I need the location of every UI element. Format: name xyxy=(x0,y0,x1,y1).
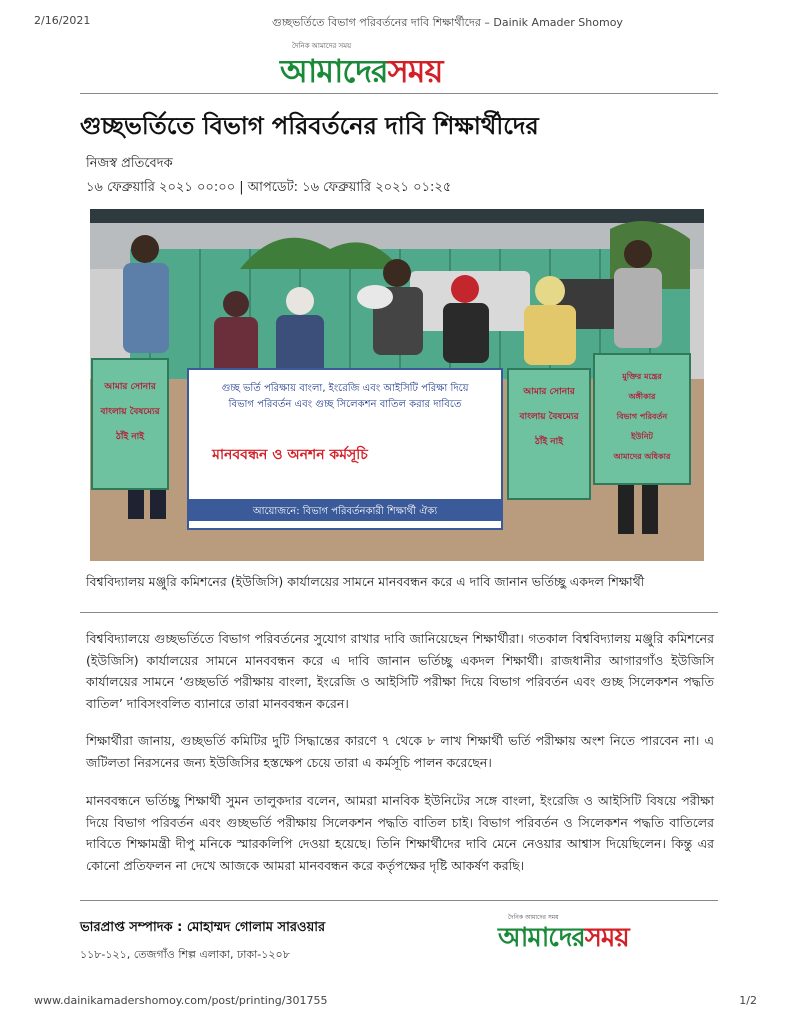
svg-text:ইউনিট: ইউনিট xyxy=(631,432,653,441)
print-footer-url[interactable]: www.dainikamadershomoy.com/post/printing/301755 xyxy=(34,994,328,1007)
footer-logo-tagline: দৈনিক আমাদের সময় xyxy=(508,914,559,921)
header-divider xyxy=(80,93,718,94)
svg-text:বিভাগ পরিবর্তন: বিভাগ পরিবর্তন xyxy=(616,412,668,421)
svg-text:বাংলায় বৈষম্যের: বাংলায় বৈষম্যের xyxy=(100,407,160,417)
logo-wordmark xyxy=(280,46,442,100)
svg-text:ঠাঁই নাই: ঠাঁই নাই xyxy=(535,437,563,447)
footer-editor: ভারপ্রাপ্ত সম্পাদক : মোহাম্মদ গোলাম সারওয়ার xyxy=(80,920,326,935)
print-page-title: গুচ্ছভর্তিতে বিভাগ পরিবর্তনের দাবি শিক্ষার্থীদের – Dainik Amader Shomoy xyxy=(272,16,623,29)
footer-divider xyxy=(80,900,718,901)
article-byline: নিজস্ব প্রতিবেদক xyxy=(86,156,173,171)
footer-logo[interactable] xyxy=(498,912,698,956)
logo-part-1: আমাদের xyxy=(280,52,388,90)
banner-footer: আয়োজনে: বিভাগ পরিবর্তনকারী শিক্ষার্থী ঐক্য xyxy=(252,506,438,517)
svg-text:ঠাঁই নাই: ঠাঁই নাই xyxy=(116,432,144,442)
svg-text:মুক্তির মন্ত্রের: মুক্তির মন্ত্রের xyxy=(622,372,662,381)
svg-text:আমার সোনার: আমার সোনার xyxy=(523,387,575,397)
svg-text:আমাদের অধিকার: আমাদের অধিকার xyxy=(613,452,671,461)
banner-main: মানববন্ধন ও অনশন কর্মসূচি xyxy=(212,447,368,463)
svg-text:অঙ্গীকার: অঙ্গীকার xyxy=(628,392,656,401)
article-headline: গুচ্ছভর্তিতে বিভাগ পরিবর্তনের দাবি শিক্ষার্থীদের xyxy=(80,112,539,140)
footer-logo-wordmark xyxy=(498,917,629,961)
print-header xyxy=(34,14,761,34)
article-dateline: ১৬ ফেব্রুয়ারি ২০২১ ০০:০০ | আপডেট: ১৬ ফেব্রুয়ারি ২০২১ ০১:২৫ xyxy=(86,180,452,195)
print-page-number: 1/2 xyxy=(739,994,757,1007)
masthead-logo[interactable] xyxy=(276,40,516,88)
logo-part-2: সময় xyxy=(387,52,443,90)
footer-address: ১১৮-১২১, তেজগাঁও শিল্প এলাকা, ঢাকা-১২০৮ xyxy=(80,948,290,961)
footer-logo-part-2: সময় xyxy=(584,923,629,953)
banner-line-1: গুচ্ছ ভর্তি পরিক্ষায় বাংলা, ইংরেজি এবং আইসিটি পরিক্ষা দিয়ে xyxy=(221,383,469,394)
article-paragraph: বিশ্ববিদ্যালয়ে গুচ্ছভর্তিতে বিভাগ পরিবর্তনের সুযোগ রাখার দাবি জানিয়েছেন শিক্ষার্থীরা। গতকাল বিশ্ববিদ্যালয় মঞ্জুরি কমিশনের (ইউজিসি) কার্যালয়ের সামনে মানববন্ধন করে এ দাবি জানান ভর্তিচ্ছু একদল শিক্ষার্থী। রাজধানীর আগারগাঁও ইউজিসি কার্যালয়ের সামনে ‘গুচ্ছভর্তি পরীক্ষায় বাংলা, ইংরেজি ও আইসিটি পরীক্ষা দিয়ে বিভাগ পরিবর্তন এবং গুচ্ছ সিলেকশন পদ্ধতি বাতিল’ দাবিসংবলিত ব্যানারে তারা মানববন্ধন করেন। xyxy=(86,631,714,711)
photo-caption: বিশ্ববিদ্যালয় মঞ্জুরি কমিশনের (ইউজিসি) কার্যালয়ের সামনে মানববন্ধন করে এ দাবি জানান ভর্তিচ্ছু একদল শিক্ষার্থী xyxy=(86,574,645,589)
logo-tagline: দৈনিক আমাদের সময় xyxy=(292,42,352,50)
print-date: 2/16/2021 xyxy=(34,14,91,27)
protest-photo-illustration xyxy=(90,209,704,561)
article-paragraph: মানববন্ধনে ভর্তিচ্ছু শিক্ষার্থী সুমন তালুকদার বলেন, আমরা মানবিক ইউনিটের সঙ্গে বাংলা, ইংরেজি ও আইসিটি বিষয়ে পরীক্ষা দিয়ে বিভাগ পরিবর্তন এবং গুচ্ছভর্তি পরীক্ষায় সিলেকশন পদ্ধতি বাতিল চাই। বিভাগ পরিবর্তন ও সিলেকশন পদ্ধতি বাতিলের দাবিতে শিক্ষামন্ত্রী দীপু মনিকে স্মারকলিপি দেওয়া হয়েছে। তিনি শিক্ষার্থীদের দাবি মেনে নেওয়ার আশ্বাস দিয়েছিলেন। কিন্তু এর কোনো প্রতিফলন না দেখে আজকে আমরা মানববন্ধন করে কর্তৃপক্ষের দৃষ্টি আকর্ষণ করছি। xyxy=(86,793,714,873)
svg-text:বাংলায় বৈষম্যের: বাংলায় বৈষম্যের xyxy=(519,412,579,422)
footer-logo-part-1: আমাদের xyxy=(498,923,585,953)
article-paragraph: শিক্ষার্থীরা জানায়, গুচ্ছভর্তি কমিটির দুটি সিদ্ধান্তের কারণে ৭ থেকে ৮ লাখ শিক্ষার্থী ভর্তি পরীক্ষায় অংশ নিতে পারবেন না। এ জটিলতা নিরসনের জন্য ইউজিসির হস্তক্ষেপ চেয়ে তারা এ কর্মসূচি পালন করেছেন। xyxy=(86,733,714,770)
svg-text:আমার সোনার: আমার সোনার xyxy=(104,382,156,392)
caption-divider xyxy=(80,612,718,613)
article-photo xyxy=(90,209,704,561)
banner-line-2: বিভাগ পরিবর্তন এবং গুচ্ছ সিলেকশন বাতিল করার দাবিতে xyxy=(228,399,462,410)
